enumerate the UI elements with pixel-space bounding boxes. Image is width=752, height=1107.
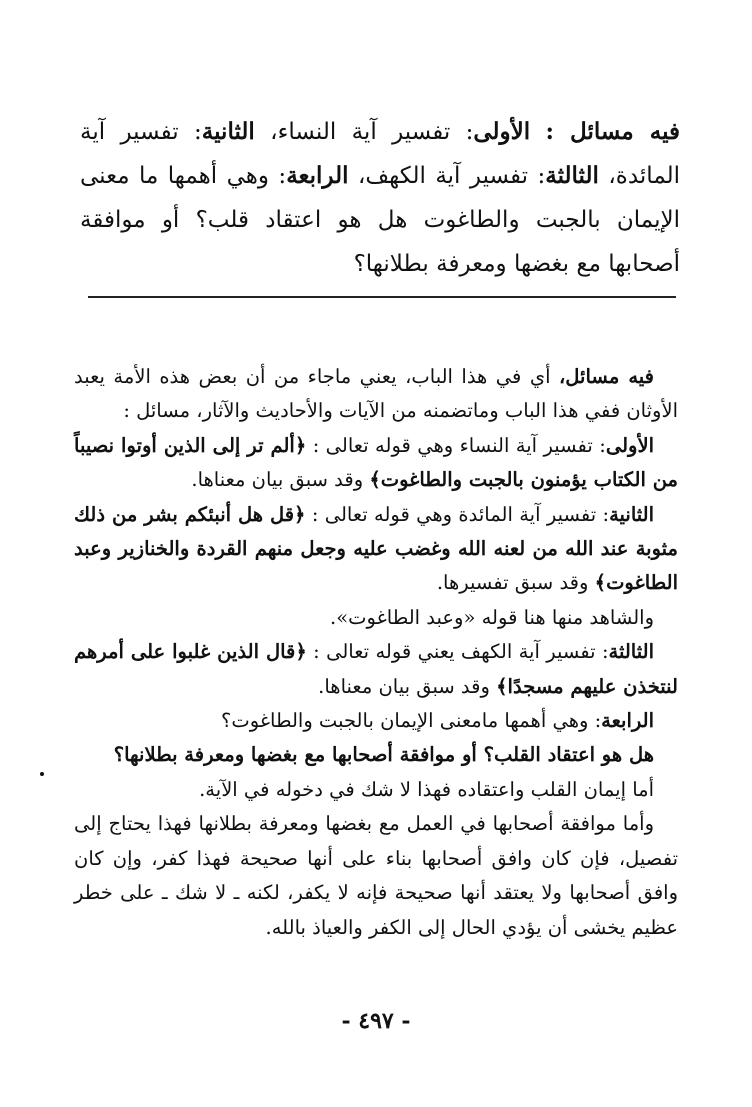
conformity-paragraph	[74, 807, 678, 945]
fourth-issue-question-text: هل هو اعتقاد القلب؟ أو موافقة أصحابها مع بغضها ومعرفة بطلانها؟	[113, 743, 654, 767]
fourth-issue-text: : وهي أهمها مامعنى الإيمان بالجبت والطاغوت؟	[221, 709, 602, 733]
first-issue-text: : تفسير آية النساء وهي قوله تعالى :	[312, 433, 606, 457]
section-divider	[88, 296, 676, 298]
second-issue-tail: وقد سبق تفسيرها.	[436, 571, 589, 595]
first-issue-verse: ﴿ألم تر إلى الذين أوتوا نصيباً من الكتاب يؤمنون بالجبت والطاغوت﴾	[74, 433, 678, 492]
second-issue-text: : تفسير آية المائدة وهي قوله تعالى :	[311, 502, 610, 526]
issue-second-text: : تفسير آية المائدة،	[80, 119, 681, 189]
fourth-issue-question	[74, 738, 678, 772]
heart-belief-paragraph	[74, 773, 678, 807]
second-issue-paragraph	[74, 498, 678, 601]
issue-fourth-text: : وهي أهمها ما معنى الإيمان بالجبت والطاغوت هل هو اعتقاد قلب؟ أو موافقة أصحابها مع بغضها ومعرفة بطلانها؟	[80, 163, 680, 277]
intro-bold-lead: فيه مسائل،	[559, 365, 654, 388]
commentary-body	[74, 360, 678, 945]
issue-third-label: الثالثة	[545, 162, 599, 189]
issue-first-text: : تفسير آية النساء،	[270, 119, 474, 145]
issue-fourth-label: الرابعة	[286, 162, 349, 189]
conformity-text: وأما موافقة أصحابها في العمل مع بغضها ومعرفة بطلانها فهذا يحتاج إلى تفصيل، فإن كان وافق أصحابها بناء على أنها صحيحة فهذا كفر، وإن كان وافق أصحابها ولا يعتقد أنها صحيحة فإنه لا يكفر، لكنه ـ لا شك ـ على خطر عظيم يخشى أن يؤدي الحال إلى الكفر والعياذ بالله.	[74, 812, 678, 939]
issue-first-label: الأولى	[473, 118, 531, 145]
third-issue-paragraph	[74, 635, 678, 704]
second-issue-verse: ﴿قل هل أنبئكم بشر من ذلك مثوبة عند الله من لعنه الله وغضب عليه وجعل منهم القردة والخنازير وعبد الطاغوت﴾	[74, 502, 678, 595]
issue-third-text: : تفسير آية الكهف،	[357, 163, 546, 189]
page-number: - ٤٩٧ -	[341, 1008, 411, 1034]
intro-text: أي في هذا الباب، يعني ماجاء من أن بعض هذه الأمة يعبد الأوثان ففي هذا الباب وماتضمنه من الآيات والأحاديث والآثار، مسائل :	[74, 365, 678, 423]
issue-second-label: الثانية	[201, 118, 255, 145]
issues-heading: فيه مسائل :	[545, 118, 681, 145]
second-issue-label: الثانية	[609, 502, 655, 526]
chapter-issues-summary	[80, 110, 680, 286]
fourth-issue-paragraph	[74, 704, 678, 738]
witness-text: والشاهد منها هنا قوله «وعبد الطاغوت».	[330, 605, 654, 629]
fourth-issue-label: الرابعة	[601, 709, 654, 733]
margin-mark	[40, 772, 44, 776]
first-issue-label: الأولى	[605, 433, 654, 457]
first-issue-paragraph	[74, 429, 678, 498]
third-issue-tail: وقد سبق بيان معناها.	[318, 674, 490, 698]
witness-paragraph	[74, 601, 678, 635]
first-issue-tail: وقد سبق بيان معناها.	[191, 468, 364, 492]
third-issue-label: الثالثة	[608, 640, 654, 664]
third-issue-verse: ﴿قال الذين غلبوا على أمرهم لنتخذن عليهم مسجدًا﴾	[74, 640, 678, 698]
commentary-intro-paragraph	[74, 360, 678, 429]
heart-belief-text: أما إيمان القلب واعتقاده فهذا لا شك في دخوله في الآية.	[199, 777, 654, 801]
third-issue-text: : تفسير آية الكهف يعني قوله تعالى :	[313, 640, 609, 664]
